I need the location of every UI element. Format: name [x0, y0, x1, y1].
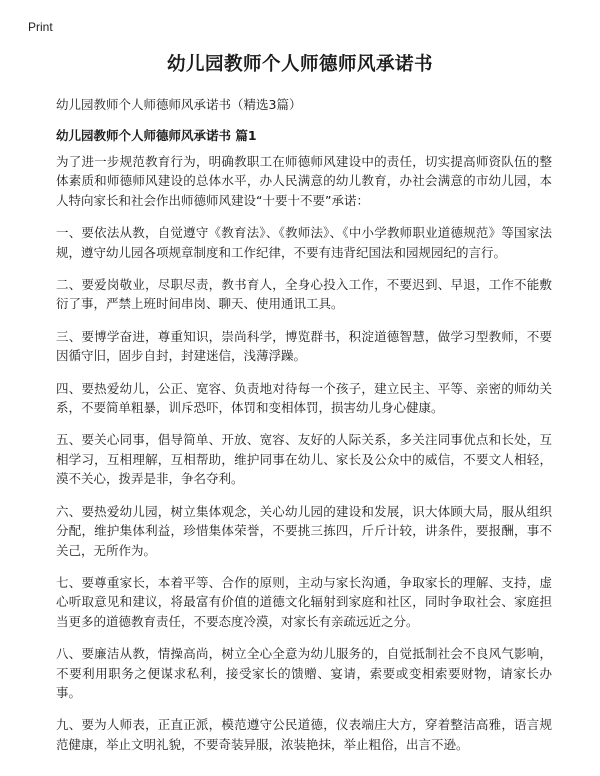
paragraph-pledge-5: 五、要关心同事，倡导简单、开放、宽容、友好的人际关系，多关注同事优点和长处，互相学习，互相理解，互相帮助，维护同事在幼儿、家长及公众中的威信，不要文人相轻，漠不关心，拨弄是非，争名夺利。 [56, 432, 552, 487]
paragraph-pledge-7: 七、要尊重家长，本着平等、合作的原则，主动与家长沟通，争取家长的理解、支持，虚心听取意见和建议，将最富有价值的道德文化辐射到家庭和社区，同时争取社会、家庭担当更多的道德教育责任，不要态度冷漠，对家长有亲疏远近之分。 [56, 574, 552, 629]
document-body [56, 152, 552, 767]
paragraph-pledge-6: 六、要热爱幼儿园，树立集体观念，关心幼儿园的建设和发展，识大体顾大局，服从组织分配，维护集体利益，珍惜集体荣誉，不要挑三拣四，斤斤计较，讲条件，要报酬，事不关己，无所作为。 [56, 503, 552, 558]
paragraph-intro: 为了进一步规范教育行为，明确教职工在师德师风建设中的责任，切实提高师资队伍的整体素质和师德师风建设的总体水平，办人民满意的幼儿教育，办社会满意的市幼儿园，本人特向家长和社会作出师德师风建设“十要十不要”承诺： [56, 154, 552, 208]
paragraph-pledge-2: 二、要爱岗敬业，尽职尽责，教书育人，全身心投入工作，不要迟到、早退，工作不能敷衍了事，严禁上班时间串岗、聊天、使用通讯工具。 [56, 277, 552, 312]
section-heading: 幼儿园教师个人师德师风承诺书 篇1 [56, 128, 257, 143]
document-subtitle: 幼儿园教师个人师德师风承诺书（精选3篇） [56, 97, 302, 112]
paragraph-pledge-4: 四、要热爱幼儿，公正、宽容、负责地对待每一个孩子，建立民主、平等、亲密的师幼关系，不要简单粗暴，训斥恐吓，体罚和变相体罚，损害幼儿身心健康。 [56, 380, 552, 416]
paragraph-pledge-3: 三、要博学奋进，尊重知识，崇尚科学，博览群书，积淀道德智慧，做学习型教师，不要因循守旧，固步自封，封建迷信，浅薄浮躁。 [56, 328, 552, 364]
page-title: 幼儿园教师个人师德师风承诺书 [166, 54, 433, 75]
paragraph-pledge-8: 八、要廉洁从教，情操高尚，树立全心全意为幼儿服务的，自觉抵制社会不良风气影响，不要利用职务之便谋求私利，接受家长的馈赠、宴请，索要或变相索要财物，请家长办事。 [56, 646, 552, 700]
paragraph-pledge-1: 一、要依法从教，自觉遵守《教育法》、《教师法》、《中小学教师职业道德规范》等国家法规，遵守幼儿园各项规章制度和工作纪律，不要有违背纪国法和园规园纪的言行。 [56, 225, 552, 260]
print-link[interactable]: Print [28, 20, 53, 34]
paragraph-pledge-9: 九、要为人师表，正直正派，模范遵守公民道德，仪表端庄大方，穿着整洁高雅，语言规范健康，举止文明礼貌，不要奇装异服，浓装艳抹，举止粗俗，出言不逊。 [56, 717, 552, 752]
